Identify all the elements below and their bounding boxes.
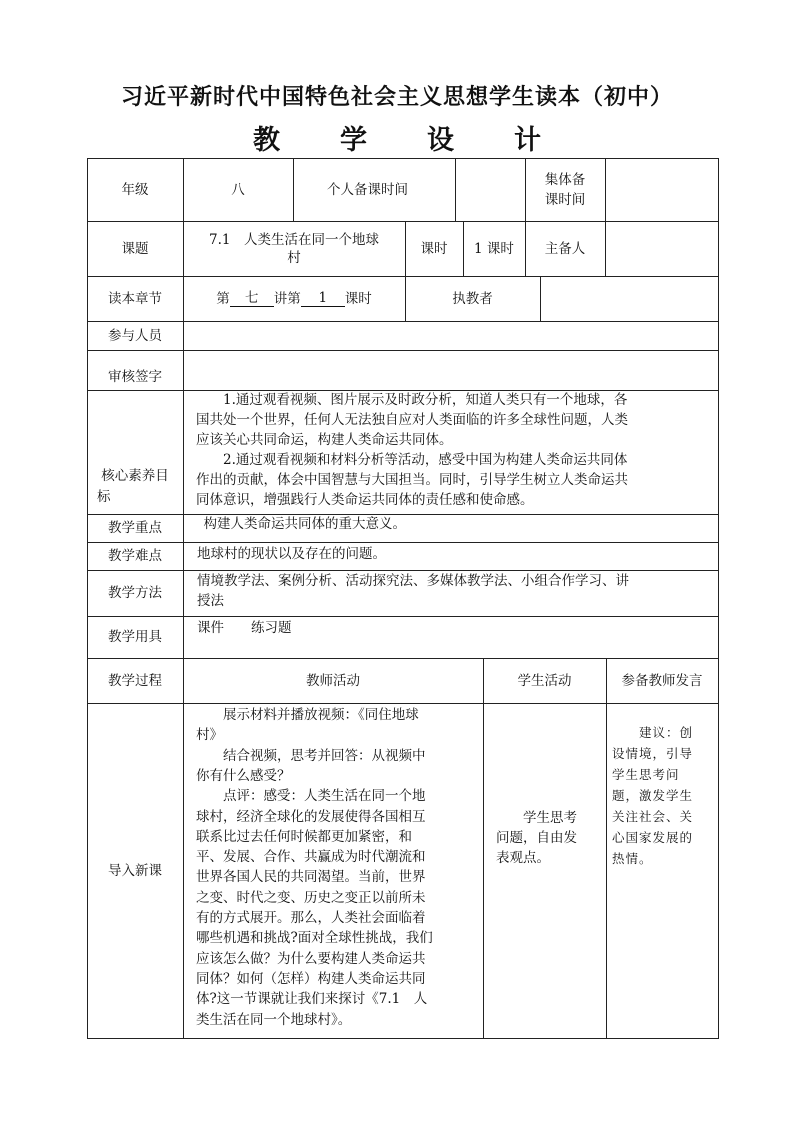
tools-value: 课件 练习题 xyxy=(197,620,292,636)
core-goals-label-line2: 标 xyxy=(97,489,111,505)
teacher-activity-header: 教师活动 xyxy=(306,672,360,689)
table-rule-v xyxy=(483,658,484,1039)
table-rule-v xyxy=(540,276,541,322)
teacher-activity-line: 球村，经济全球化的发展使得各国相互 xyxy=(196,808,426,825)
student-activity-header: 学生活动 xyxy=(517,672,572,689)
hours-value: 1 课时 xyxy=(474,240,514,257)
teacher-activity-line: 你有什么感受？ xyxy=(196,767,291,784)
table-rule-v xyxy=(605,158,606,277)
advisor-comment-line: 学生思考问 xyxy=(612,767,680,782)
difficulty-value: 地球村的现状以及存在的问题。 xyxy=(197,546,386,562)
advisor-comment-line: 建议：创 xyxy=(612,725,694,740)
methods-line2: 授法 xyxy=(197,593,224,609)
difficulty-label: 教学难点 xyxy=(108,548,162,564)
participants-label: 参与人员 xyxy=(108,327,162,344)
hours-label: 课时 xyxy=(420,240,448,257)
teacher-label: 执教者 xyxy=(452,290,493,307)
advisor-comment-line: 设情境，引导 xyxy=(612,746,694,761)
teacher-activity-line: 联系比过去任何时候都更加紧密，和 xyxy=(196,828,412,845)
advisor-comment-line: 题，激发学生 xyxy=(612,788,694,803)
group-prep-label-line1: 集体备 xyxy=(544,171,586,188)
group-prep-label-line2: 课时间 xyxy=(544,191,586,208)
teacher-activity-line: 之变、时代之变、历史之变正以前所未 xyxy=(196,889,426,906)
personal-prep-label: 个人备课时间 xyxy=(327,181,408,198)
group-prep-label xyxy=(525,158,605,221)
core-goals-line: 作出的贡献，体会中国智慧与大国担当。同时，引导学生树立人类命运共 xyxy=(196,472,628,488)
chapter-label: 读本章节 xyxy=(108,290,162,307)
tools-label: 教学用具 xyxy=(108,629,162,645)
grade-value: 八 xyxy=(231,181,245,198)
document-title: 习近平新时代中国特色社会主义思想学生读本（初中） xyxy=(120,85,673,110)
process-header-label: 教学过程 xyxy=(108,672,162,689)
teacher-activity-line: 类生活在同一个地球村》。 xyxy=(196,1011,352,1028)
lesson-number: 1 xyxy=(301,290,345,307)
advisor-comment-line: 热情。 xyxy=(612,851,653,866)
chapter-number: 七 xyxy=(230,290,274,307)
topic-line2: 村 xyxy=(287,249,301,266)
teacher-activity-line: 展示材料并播放视频：《同住地球 xyxy=(196,707,419,723)
teacher-activity-line: 世界各国人民的共同渴望。当前，世界 xyxy=(196,869,426,886)
teacher-activity-line: 村》 xyxy=(196,727,223,744)
table-rule-v xyxy=(606,658,607,1039)
chapter-mid: 讲第 xyxy=(273,290,301,307)
methods-value xyxy=(197,571,715,615)
chapter-suffix: 课时 xyxy=(344,290,372,307)
chapter-value xyxy=(183,276,405,321)
teacher-activity-line: 点评：感受：人类生活在同一个地 xyxy=(196,788,426,805)
topic-line1: 7.1 人类生活在同一个地球 xyxy=(209,231,379,248)
student-activity-line: 问题，自由发 xyxy=(496,830,577,846)
core-goals-label-line1: 核心素养目 xyxy=(101,468,169,484)
topic-label: 课题 xyxy=(121,240,149,257)
advisor-comment-header: 参备教师发言 xyxy=(621,672,703,689)
chapter-prefix: 第 xyxy=(216,290,230,307)
teacher-activity-line: 结合视频，思考并回答：从视频中 xyxy=(196,747,426,764)
advisor-comment-line: 心国家发展的 xyxy=(612,830,694,845)
core-goals-line: 国共处一个世界，任何人无法独自应对人类面临的许多全球性问题，人类 xyxy=(196,412,628,428)
core-goals-line: 同体意识，增强践行人类命运共同体的责任感和使命感。 xyxy=(196,492,534,508)
core-goals-line: 应该关心共同命运，构建人类命运共同体。 xyxy=(196,432,453,448)
key-point-label: 教学重点 xyxy=(108,520,162,536)
lead-preparer-label: 主备人 xyxy=(544,240,586,257)
table-rule-v xyxy=(718,158,719,1039)
student-activity-line: 表观点。 xyxy=(496,850,550,866)
document-subtitle: 教学设计 xyxy=(253,125,601,156)
teacher-activity-line: 同体？如何（怎样）构建人类命运共同 xyxy=(196,970,426,987)
methods-line1: 情境教学法、案例分析、活动探究法、多媒体教学法、小组合作学习、讲 xyxy=(197,573,629,589)
methods-label: 教学方法 xyxy=(108,585,162,601)
teacher-activity-line: 哪些机遇和挑战?面对全球性挑战，我们 xyxy=(196,930,433,947)
teacher-activity-line: 有的方式展开。那么，人类社会面临着 xyxy=(196,910,426,926)
table-rule-v xyxy=(455,158,456,222)
topic-value xyxy=(183,221,405,276)
intro-label: 导入新课 xyxy=(108,862,162,879)
core-goals-line: 1.通过观看视频、图片展示及时政分析，知道人类只有一个地球，各 xyxy=(196,392,628,408)
grade-label: 年级 xyxy=(121,181,149,198)
advisor-comment-line: 关注社会、关 xyxy=(612,809,694,824)
key-point-value: 构建人类命运共同体的重大意义。 xyxy=(190,516,406,532)
teacher-activity-line: 应该怎么做？为什么要构建人类命运共 xyxy=(196,950,426,967)
teacher-activity-line: 体?这一节课就让我们来探讨《7.1 人 xyxy=(196,991,428,1008)
core-goals-line: 2.通过观看视频和材料分析等活动，感受中国为构建人类命运共同体 xyxy=(196,452,628,468)
core-goals-label xyxy=(87,466,183,516)
student-activity-line: 学生思考 xyxy=(496,810,577,826)
review-signature-label: 审核签字 xyxy=(108,369,162,385)
table-rule-h xyxy=(87,1038,719,1039)
teacher-activity-line: 平、发展、合作、共赢成为时代潮流和 xyxy=(196,849,426,866)
